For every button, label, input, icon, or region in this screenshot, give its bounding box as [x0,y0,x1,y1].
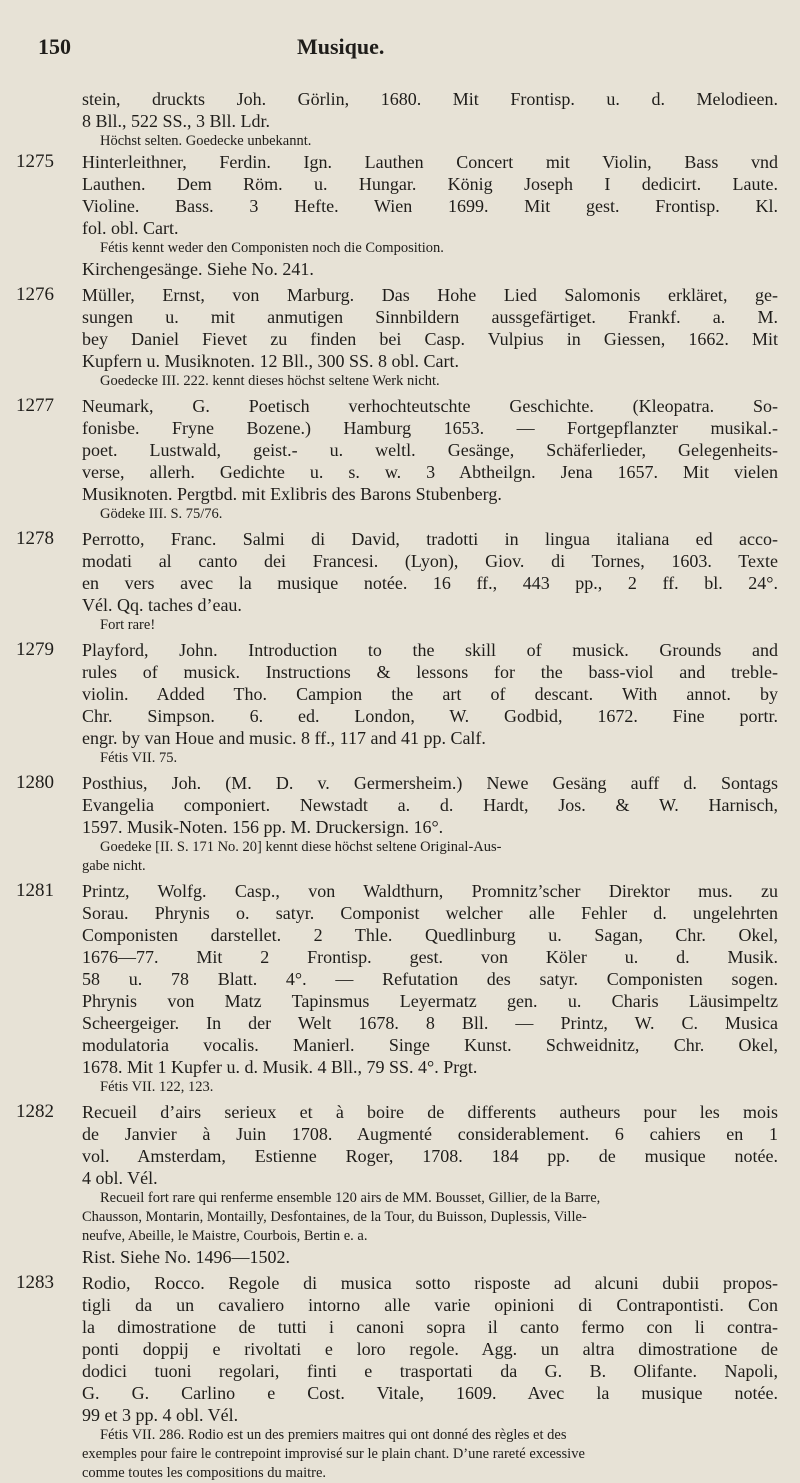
entry-line: Chr. Simpson. 6. ed. London, W. Godbid, 1672. Fine portr. [82,706,778,726]
entry-line: dodici tuoni regolari, finti e trasportati da G. B. Olifante. Napoli, [82,1361,778,1381]
entry-note: Fétis VII. 286. Rodio est un des premiers maitres qui ont donné des règles et des [100,1427,567,1443]
entry-line: Kupfern u. Musiknoten. 12 Bll., 300 SS. 8 obl. Cart. [82,351,459,371]
entry-line: bey Daniel Fievet zu finden bei Casp. Vulpius in Giessen, 1662. Mit [82,329,778,349]
entry-note: Höchst selten. Goedecke unbekannt. [100,133,312,149]
entry-note: exemples pour faire le contrepoint improvisé sur le plain chant. D’une rareté excessive [82,1446,585,1462]
entry-line: modulatoria vocalis. Manierl. Singe Kunst. Schweidnitz, Chr. Okel, [82,1035,778,1055]
entry-note: Fétis kennt weder den Componisten noch die Composition. [100,240,444,256]
catalogue-entry [16,880,778,1097]
lot-number: 1278 [16,528,54,549]
entry-line: Rodio, Rocco. Regole di musica sotto risposte ad alcuni dubii propos- [82,1273,778,1293]
entry-line: modati al canto dei Francesi. (Lyon), Giov. di Tornes, 1603. Texte [82,551,778,571]
entry-line: 8 Bll., 522 SS., 3 Bll. Ldr. [82,111,271,131]
entry-line: 58 u. 78 Blatt. 4°. — Refutation des satyr. Componisten sogen. [82,969,778,989]
entry-note: Gödeke III. S. 75/76. [100,506,223,522]
entry-note: comme toutes les compositions du maitre. [82,1465,327,1481]
entry-line: rules of musick. Instructions & lessons for the bass-viol and treble- [82,662,778,682]
catalogue-entry [16,395,778,524]
catalogue-entry [16,528,778,635]
lot-number: 1275 [16,151,54,172]
entry-line: Recueil d’airs serieux et à boire de differents autheurs pour les mois [82,1102,778,1122]
entry-line: Neumark, G. Poetisch verhochteutschte Geschichte. (Kleopatra. So- [82,396,778,416]
running-head [16,34,778,74]
lot-number: 1280 [16,772,54,793]
entry-line: Playford, John. Introduction to the skill of musick. Grounds and [82,640,778,660]
entry-note: Chausson, Montarin, Montailly, Desfontaines, de la Tour, du Buisson, Duplessis, Ville- [82,1209,587,1225]
catalogue-entry [16,1101,778,1268]
entry-line: fonisbe. Fryne Bozene.) Hamburg 1653. — Fortgepflanzter musikal.- [82,418,778,438]
entry-line: G. G. Carlino e Cost. Vitale, 1609. Avec la musique notée. [82,1383,778,1403]
entry-line: verse, allerh. Gedichte u. s. w. 3 Abtheilgn. Jena 1657. Mit vielen [82,462,778,482]
catalogue-entry [16,284,778,391]
lot-number: 1282 [16,1101,54,1122]
catalogue-entry [16,1272,778,1483]
catalogue-entry [16,151,778,280]
entry-line: Vél. Qq. taches d’eau. [82,595,242,615]
lot-number: 1281 [16,880,54,901]
running-title: Musique. [297,34,385,59]
entry-line: Perrotto, Franc. Salmi di David, tradotti in lingua italiana ed acco- [82,529,778,549]
entry-line: Lauthen. Dem Röm. u. Hungar. König Joseph I dedicirt. Laute. [82,174,778,194]
entry-body [82,395,778,524]
entry-line: Printz, Wolfg. Casp., von Waldthurn, Promnitz’scher Direktor mus. zu [82,881,778,901]
entry-line: sungen u. mit anmutigen Sinnbildern aussgefärtiget. Frankf. a. M. [82,307,778,327]
entry-line: 1597. Musik-Noten. 156 pp. M. Druckersign. 16°. [82,817,444,837]
entry-body [82,880,778,1097]
cross-reference: Rist. Siehe No. 1496—1502. [82,1247,291,1267]
entry-line: ponti doppij e rivoltati e loro regole. Agg. un altra dimostratione de [82,1339,778,1359]
entry-body [82,772,778,876]
entry-line: Müller, Ernst, von Marburg. Das Hohe Lied Salomonis erkläret, ge- [82,285,778,305]
entry-note: Fétis VII. 122, 123. [100,1079,214,1095]
entry-line: violin. Added Tho. Campion the art of descant. With annot. by [82,684,778,704]
entry-line: engr. by van Houe and music. 8 ff., 117 and 41 pp. Calf. [82,728,486,748]
entry-line: 1676—77. Mit 2 Frontisp. gest. von Köler u. d. Musik. [82,947,778,967]
entry-line: la dimostratione de tutti i canoni sopra il canto fermo con li contra- [82,1317,778,1337]
entry-body [82,528,778,635]
entry-line: Posthius, Joh. (M. D. v. Germersheim.) Newe Gesäng auff d. Sontags [82,773,778,793]
entry-line: Evangelia componiert. Newstadt a. d. Hardt, Jos. & W. Harnisch, [82,795,778,815]
catalogue-entry [16,772,778,876]
page-number: 150 [38,34,71,59]
entry-note: neufve, Abeille, le Maistre, Courbois, Bertin e. a. [82,1228,368,1244]
entry-note: Goedecke III. 222. kennt dieses höchst seltene Werk nicht. [100,373,440,389]
lot-number: 1283 [16,1272,54,1293]
entry-line: Violine. Bass. 3 Hefte. Wien 1699. Mit gest. Frontisp. Kl. [82,196,778,216]
entry-line: Phrynis von Matz Tapinsmus Leyermatz gen. u. Charis Läusimpeltz [82,991,778,1011]
entry-line: en vers avec la musique notée. 16 ff., 443 pp., 2 ff. bl. 24°. [82,573,778,593]
cross-reference: Kirchengesänge. Siehe No. 241. [82,259,314,279]
entry-line: 4 obl. Vél. [82,1168,158,1188]
lot-number: 1276 [16,284,54,305]
entry-body [82,1272,778,1483]
entry-note: Goedeke [II. S. 171 No. 20] kennt diese höchst seltene Original-Aus- [100,839,502,855]
entry-body [82,1101,778,1268]
entry-line: 1678. Mit 1 Kupfer u. d. Musik. 4 Bll., 79 SS. 4°. Prgt. [82,1057,478,1077]
entry-line: fol. obl. Cart. [82,218,179,238]
entry-body [82,284,778,391]
entry-note: Fétis VII. 75. [100,750,178,766]
entry-line: 99 et 3 pp. 4 obl. Vél. [82,1405,239,1425]
entry-list [16,151,778,1483]
entry-note: gabe nicht. [82,858,146,874]
entry-line: Scheergeiger. In der Welt 1678. 8 Bll. — Printz, W. C. Musica [82,1013,778,1033]
entry-line: stein, druckts Joh. Görlin, 1680. Mit Frontisp. u. d. Melodieen. [82,89,778,109]
lot-number: 1279 [16,639,54,660]
entry-body [82,151,778,280]
entry-line: vol. Amsterdam, Estienne Roger, 1708. 184 pp. de musique notée. [82,1146,778,1166]
entry-line: de Janvier à Juin 1708. Augmenté considerablement. 6 cahiers en 1 [82,1124,778,1144]
continued-entry [16,88,778,151]
entry-note: Fort rare! [100,617,156,633]
lot-number: 1277 [16,395,54,416]
entry-line: Componisten darstellet. 2 Thle. Quedlinburg u. Sagan, Chr. Okel, [82,925,778,945]
entry-note: Recueil fort rare qui renferme ensemble 120 airs de MM. Bousset, Gillier, de la Barre, [100,1190,601,1206]
entry-line: Hinterleithner, Ferdin. Ign. Lauthen Concert mit Violin, Bass vnd [82,152,778,172]
catalogue-entry [16,639,778,768]
entry-line: tigli da un cavaliero intorno alle varie opinioni di Contrapontisti. Con [82,1295,778,1315]
entry-body [82,639,778,768]
catalogue-entries [16,88,778,1483]
entry-line: Musiknoten. Pergtbd. mit Exlibris des Barons Stubenberg. [82,484,502,504]
entry-line: poet. Lustwald, geist.- u. weltl. Gesänge, Schäferlieder, Gelegenheits- [82,440,778,460]
entry-line: Sorau. Phrynis o. satyr. Componist welcher alle Fehler d. ungelehrten [82,903,778,923]
